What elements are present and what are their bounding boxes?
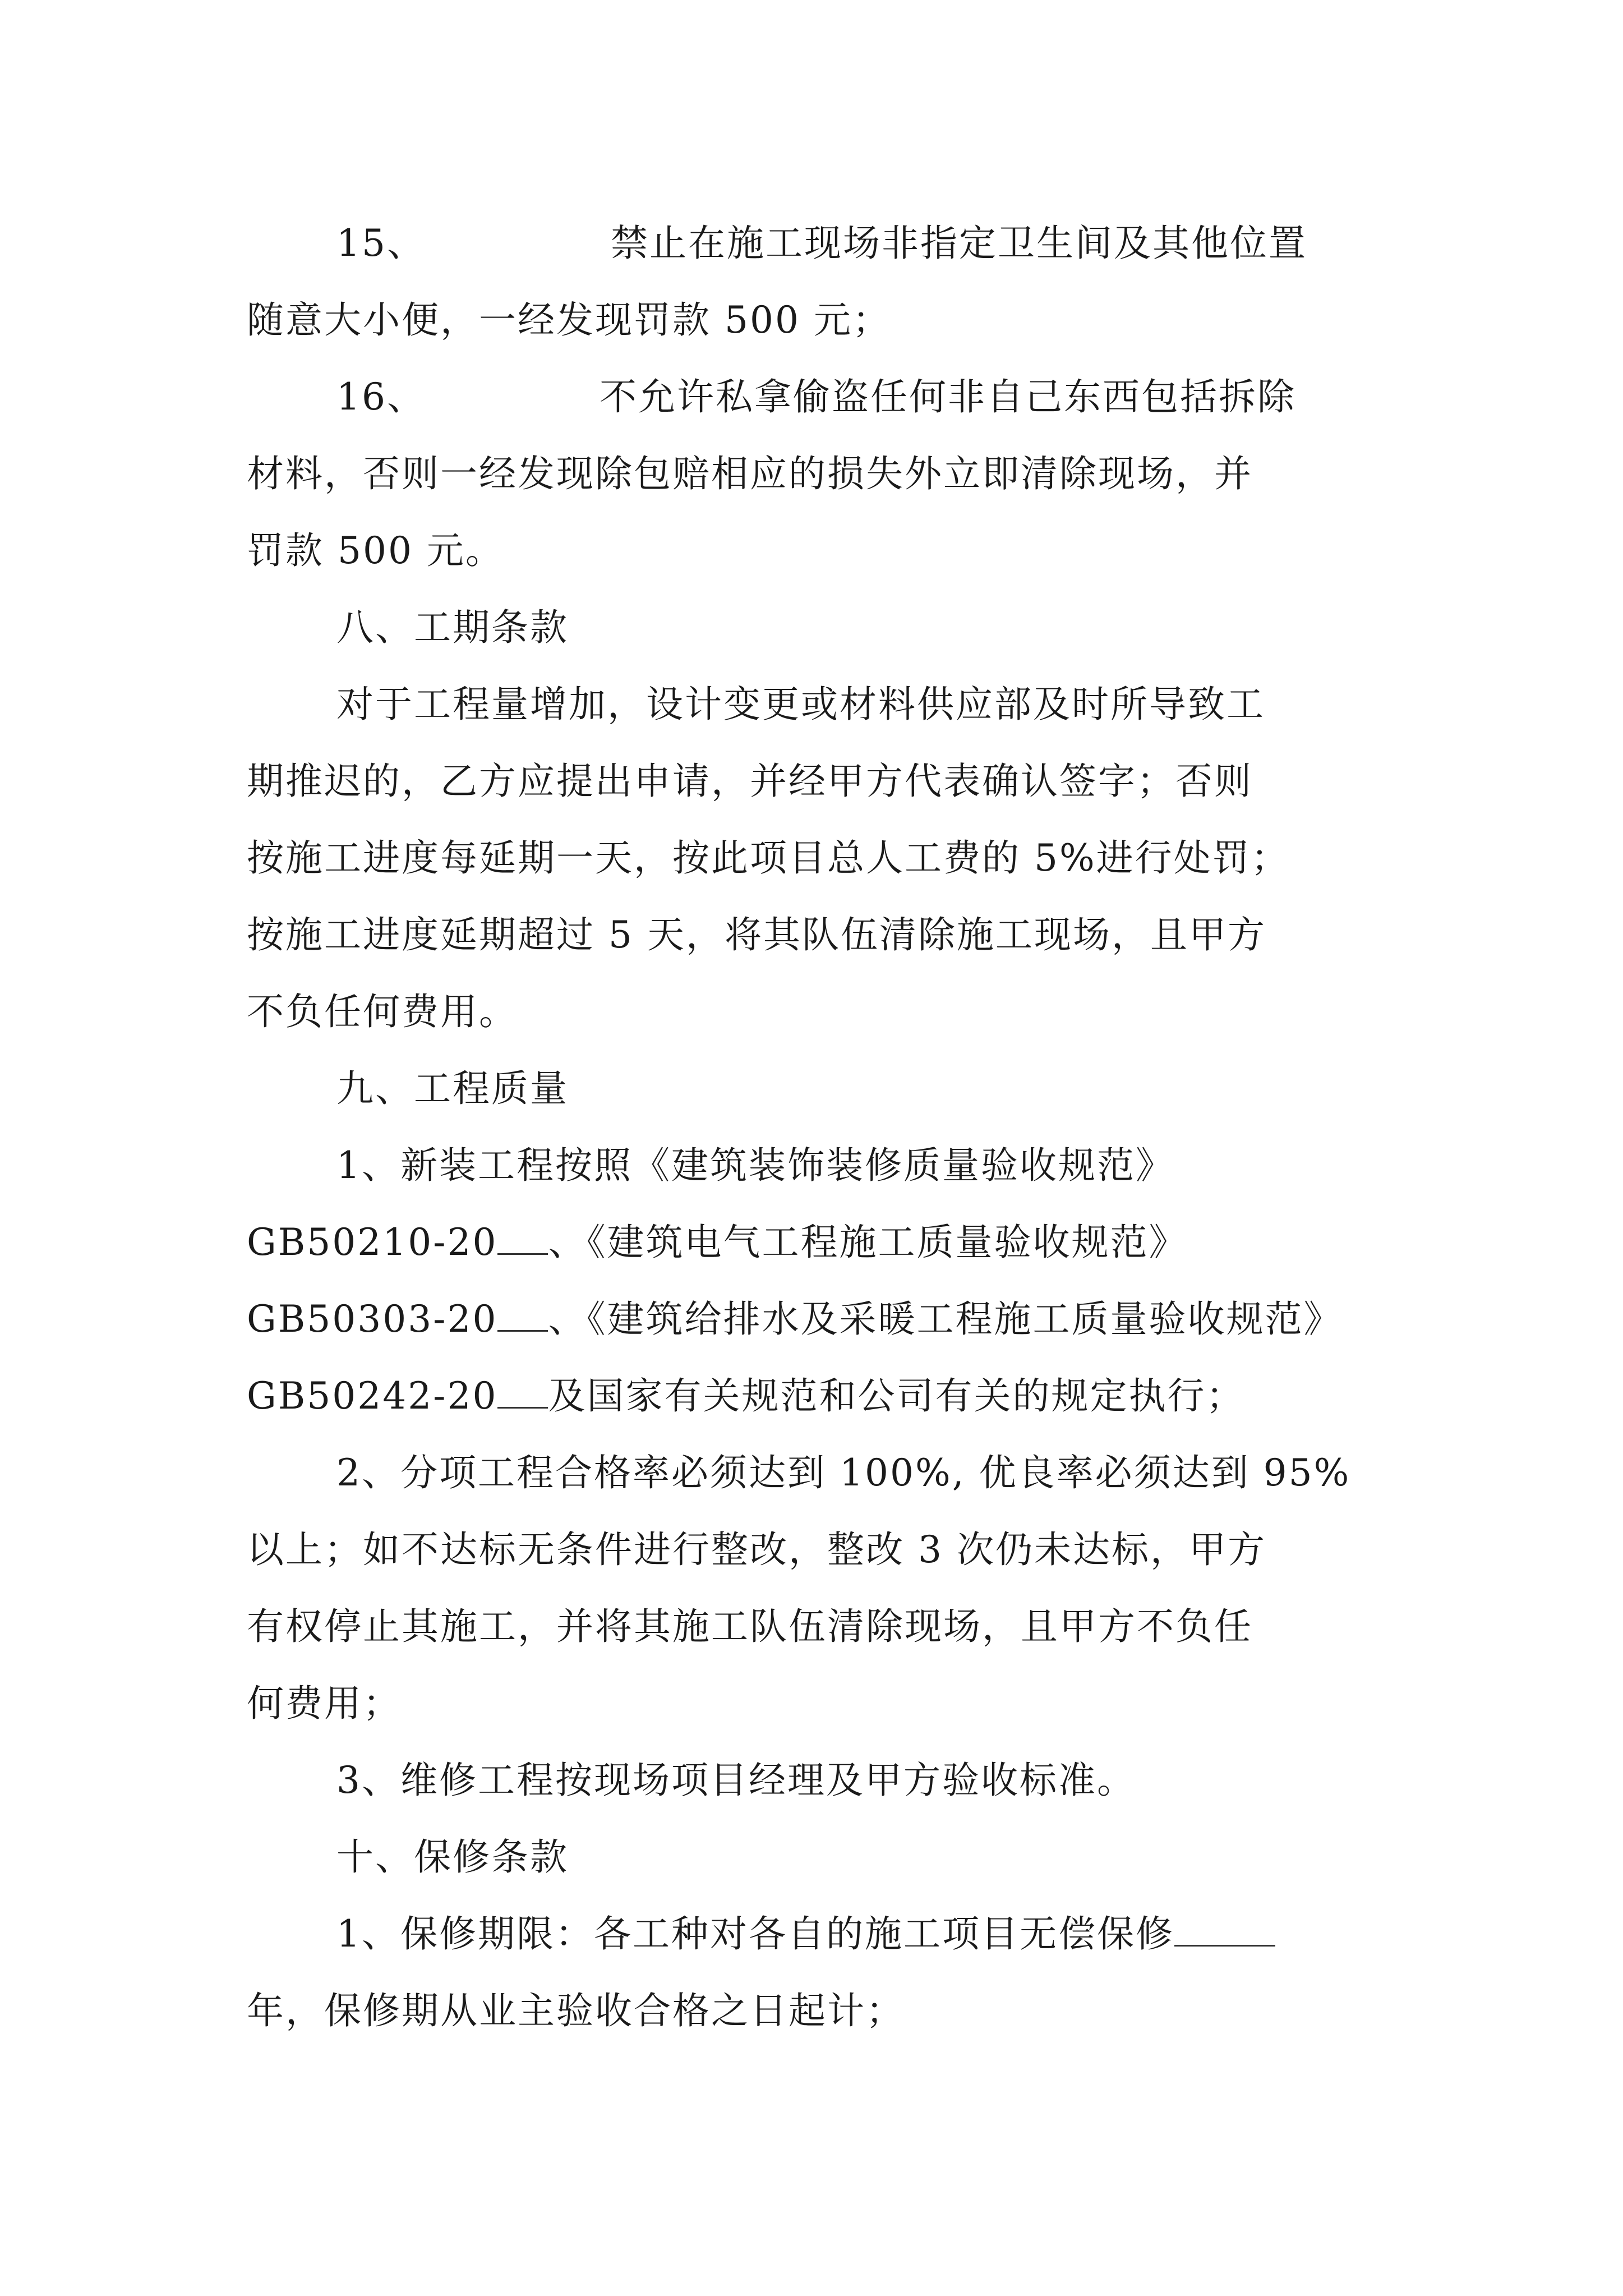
standard-code-gb50242: GB50242-20 xyxy=(247,1374,498,1418)
section-9-item-2-line-2: 以上；如不达标无条件进行整改，整改 3 次仍未达标，甲方 xyxy=(247,1528,1266,1571)
warranty-period-text: 1、保修期限：各工种对各自的施工项目无偿保修 xyxy=(336,1912,1174,1955)
year-blank xyxy=(497,1401,548,1409)
item-15-number: 15、 xyxy=(336,222,426,265)
item-15-line-2: 随意大小便，一经发现罚款 500 元； xyxy=(247,298,891,342)
item-16-number: 16、 xyxy=(336,375,426,418)
standard-name-plumbing: 、《建筑给排水及采暖工程施工质量验收规范》 xyxy=(548,1297,1343,1341)
year-blank xyxy=(497,1324,548,1332)
section-8-line-3: 按施工进度每延期一天，按此项目总人工费的 5%进行处罚； xyxy=(247,836,1290,880)
section-9-item-2-line-1: 2、分项工程合格率必须达到 100%, 优良率必须达到 95% xyxy=(336,1451,1351,1494)
standard-code-gb50210: GB50210-20 xyxy=(247,1221,498,1264)
section-8-title: 八、工期条款 xyxy=(336,606,569,649)
section-9-item-2-line-4: 何费用； xyxy=(247,1682,402,1725)
section-8-line-5: 不负任何费用。 xyxy=(247,990,518,1033)
section-9-item-1-line-1: 1、新装工程按照《建筑装饰装修质量验收规范》 xyxy=(336,1144,1174,1187)
standard-execution-text: 及国家有关规范和公司有关的规定执行； xyxy=(548,1374,1245,1418)
item-16-text: 不允许私拿偷盗任何非自己东西包括拆除 xyxy=(599,375,1296,418)
section-10-title: 十、保修条款 xyxy=(336,1835,569,1879)
year-blank xyxy=(497,1248,548,1255)
section-9-item-1-line-3 xyxy=(247,1297,1380,1342)
section-9-item-3: 3、维修工程按现场项目经理及甲方验收标准。 xyxy=(336,1759,1136,1802)
section-9-title: 九、工程质量 xyxy=(336,1067,569,1110)
section-9-item-1-line-4 xyxy=(247,1374,1380,1419)
item-16-line-2: 材料，否则一经发现除包赔相应的损失外立即清除现场，并 xyxy=(247,452,1253,495)
section-8-line-1: 对于工程量增加，设计变更或材料供应部及时所导致工 xyxy=(336,683,1265,726)
section-9-item-2-line-3: 有权停止其施工，并将其施工队伍清除现场，且甲方不负任 xyxy=(247,1605,1253,1648)
standard-code-gb50303: GB50303-20 xyxy=(247,1297,498,1341)
item-16-line-3: 罚款 500 元。 xyxy=(247,529,504,572)
item-15-line-1 xyxy=(336,221,1380,266)
item-15-text: 禁止在施工现场非指定卫生间及其他位置 xyxy=(610,222,1307,265)
item-16-line-1 xyxy=(336,375,1380,420)
section-10-item-1-line-1 xyxy=(336,1912,1380,1957)
section-8-line-4: 按施工进度延期超过 5 天，将其队伍清除施工现场，且甲方 xyxy=(247,913,1266,956)
section-9-item-1-line-2 xyxy=(247,1220,1380,1265)
standard-name-electrical: 、《建筑电气工程施工质量验收规范》 xyxy=(548,1221,1188,1264)
warranty-years-blank xyxy=(1174,1939,1275,1947)
section-10-item-1-line-2: 年，保修期从业主验收合格之日起计； xyxy=(247,1989,905,2032)
section-8-line-2: 期推迟的，乙方应提出申请，并经甲方代表确认签字；否则 xyxy=(247,760,1253,803)
